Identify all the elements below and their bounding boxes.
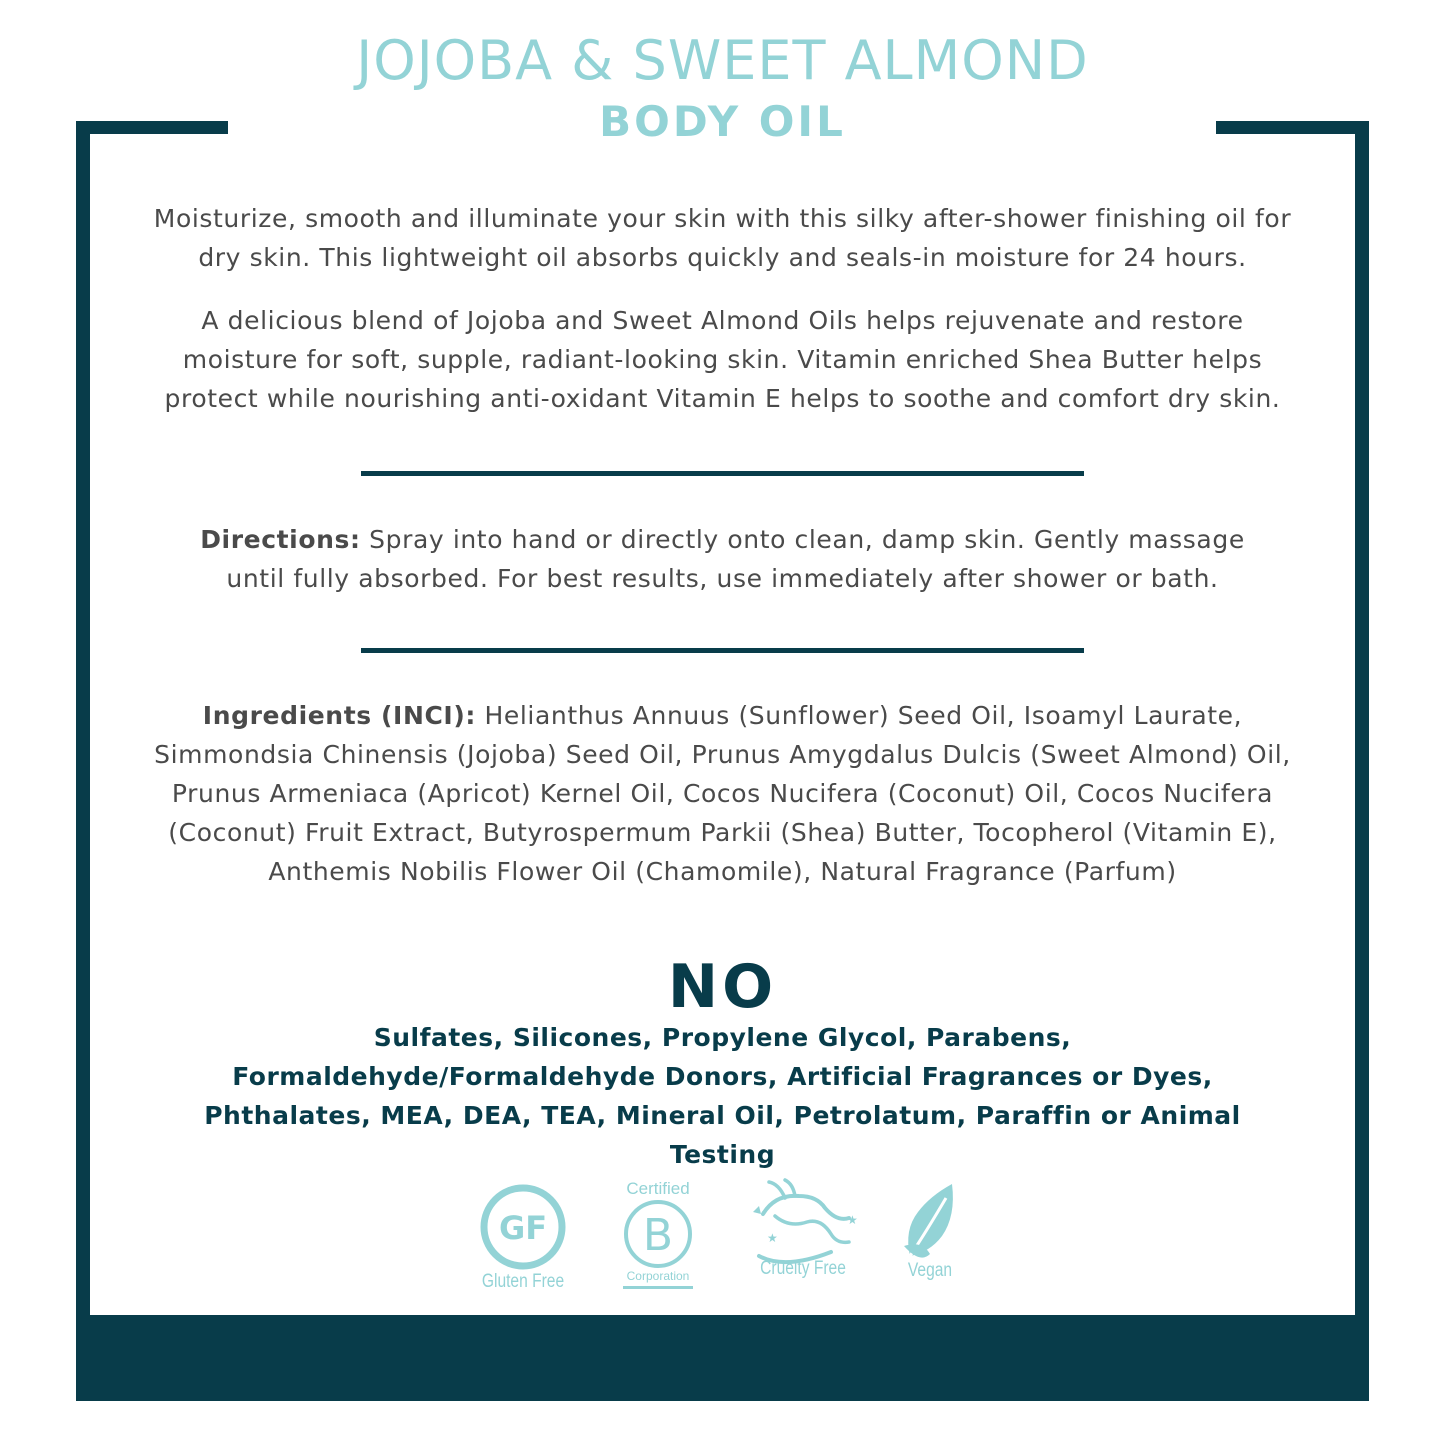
directions-paragraph (190, 520, 1255, 598)
gluten-free-badge (470, 1183, 576, 1293)
vegan-label: Vegan (907, 1260, 953, 1281)
free-from-heading: NO (667, 952, 778, 1022)
ingredients-label: Ingredients (INCI): (202, 701, 476, 730)
vegan-badge (895, 1180, 965, 1282)
free-from-list: Sulfates, Silicones, Propylene Glycol, Parabens, Formaldehyde/Formaldehyde Donors, Artificial Fragrances or Dyes, Phthalates, MEA, DEA, TEA, Mineral Oil, Petrolatum, Paraffin or Animal Testing (204, 1023, 1241, 1169)
ingredients-text: Helianthus Annuus (Sunflower) Seed Oil, Isoamyl Laurate, Simmondsia Chinensis (Jojoba) Seed Oil, Prunus Amygdalus Dulcis (Sweet Almond) Oil, Prunus Armeniaca (Apricot) Kernel Oil, Cocos Nucifera (Coconut) Oil, Cocos Nucifera (Coconut) Fruit Extract, Butyrospermum Parkii (Shea) Butter, Tocopherol (Vitamin E), Anthemis Nobilis Flower Oil (Chamomile), Natural Fragrance (Parfum) (154, 701, 1291, 886)
gluten-free-mark: GF (498, 1209, 548, 1247)
description-paragraph-1: Moisturize, smooth and illuminate your skin with this silky after-shower finishing oil for dry skin. This lightweight oil absorbs quickly and seals-in moisture for 24 hours. (153, 204, 1292, 272)
frame-top-right (1216, 121, 1369, 134)
directions-text: Spray into hand or directly onto clean, damp skin. Gently massage until fully absorbed. For best results, use immediately after shower or bath. (226, 525, 1245, 593)
leaf-icon (900, 1180, 960, 1266)
b-corp-mark: B (642, 1210, 674, 1261)
svg-text:★: ★ (767, 1231, 778, 1245)
cruelty-free-label: Cruelty Free (760, 1258, 846, 1279)
ingredients-paragraph (140, 696, 1305, 891)
b-corp-badge (608, 1179, 708, 1289)
divider-2 (361, 648, 1084, 653)
frame-right (1355, 121, 1369, 1401)
product-title: JOJOBA & SWEET ALMOND (356, 29, 1089, 92)
leaping-bunny-icon (745, 1178, 861, 1266)
divider-1 (361, 471, 1084, 476)
cruelty-free-badge (738, 1178, 868, 1280)
directions-label: Directions: (200, 525, 361, 554)
gluten-free-label: Gluten Free (481, 1271, 565, 1292)
frame-top-left (76, 121, 228, 134)
b-corp-underline (623, 1286, 693, 1289)
b-corp-top-label: Certified (626, 1179, 690, 1198)
b-corp-icon (621, 1197, 695, 1271)
gluten-free-icon (479, 1183, 567, 1271)
frame-left (76, 121, 90, 1401)
frame-bottom-band (76, 1315, 1369, 1401)
svg-text:★: ★ (847, 1213, 858, 1227)
b-corp-bottom-label: Corporation (626, 1269, 690, 1283)
description-paragraph-2: A delicious blend of Jojoba and Sweet Almond Oils helps rejuvenate and restore moisture for soft, supple, radiant-looking skin. Vitamin enriched Shea Butter helps protect while nourishing anti-oxidant Vitamin E helps to soothe and comfort dry skin. (164, 306, 1281, 413)
product-subtitle: BODY OIL (599, 97, 846, 146)
